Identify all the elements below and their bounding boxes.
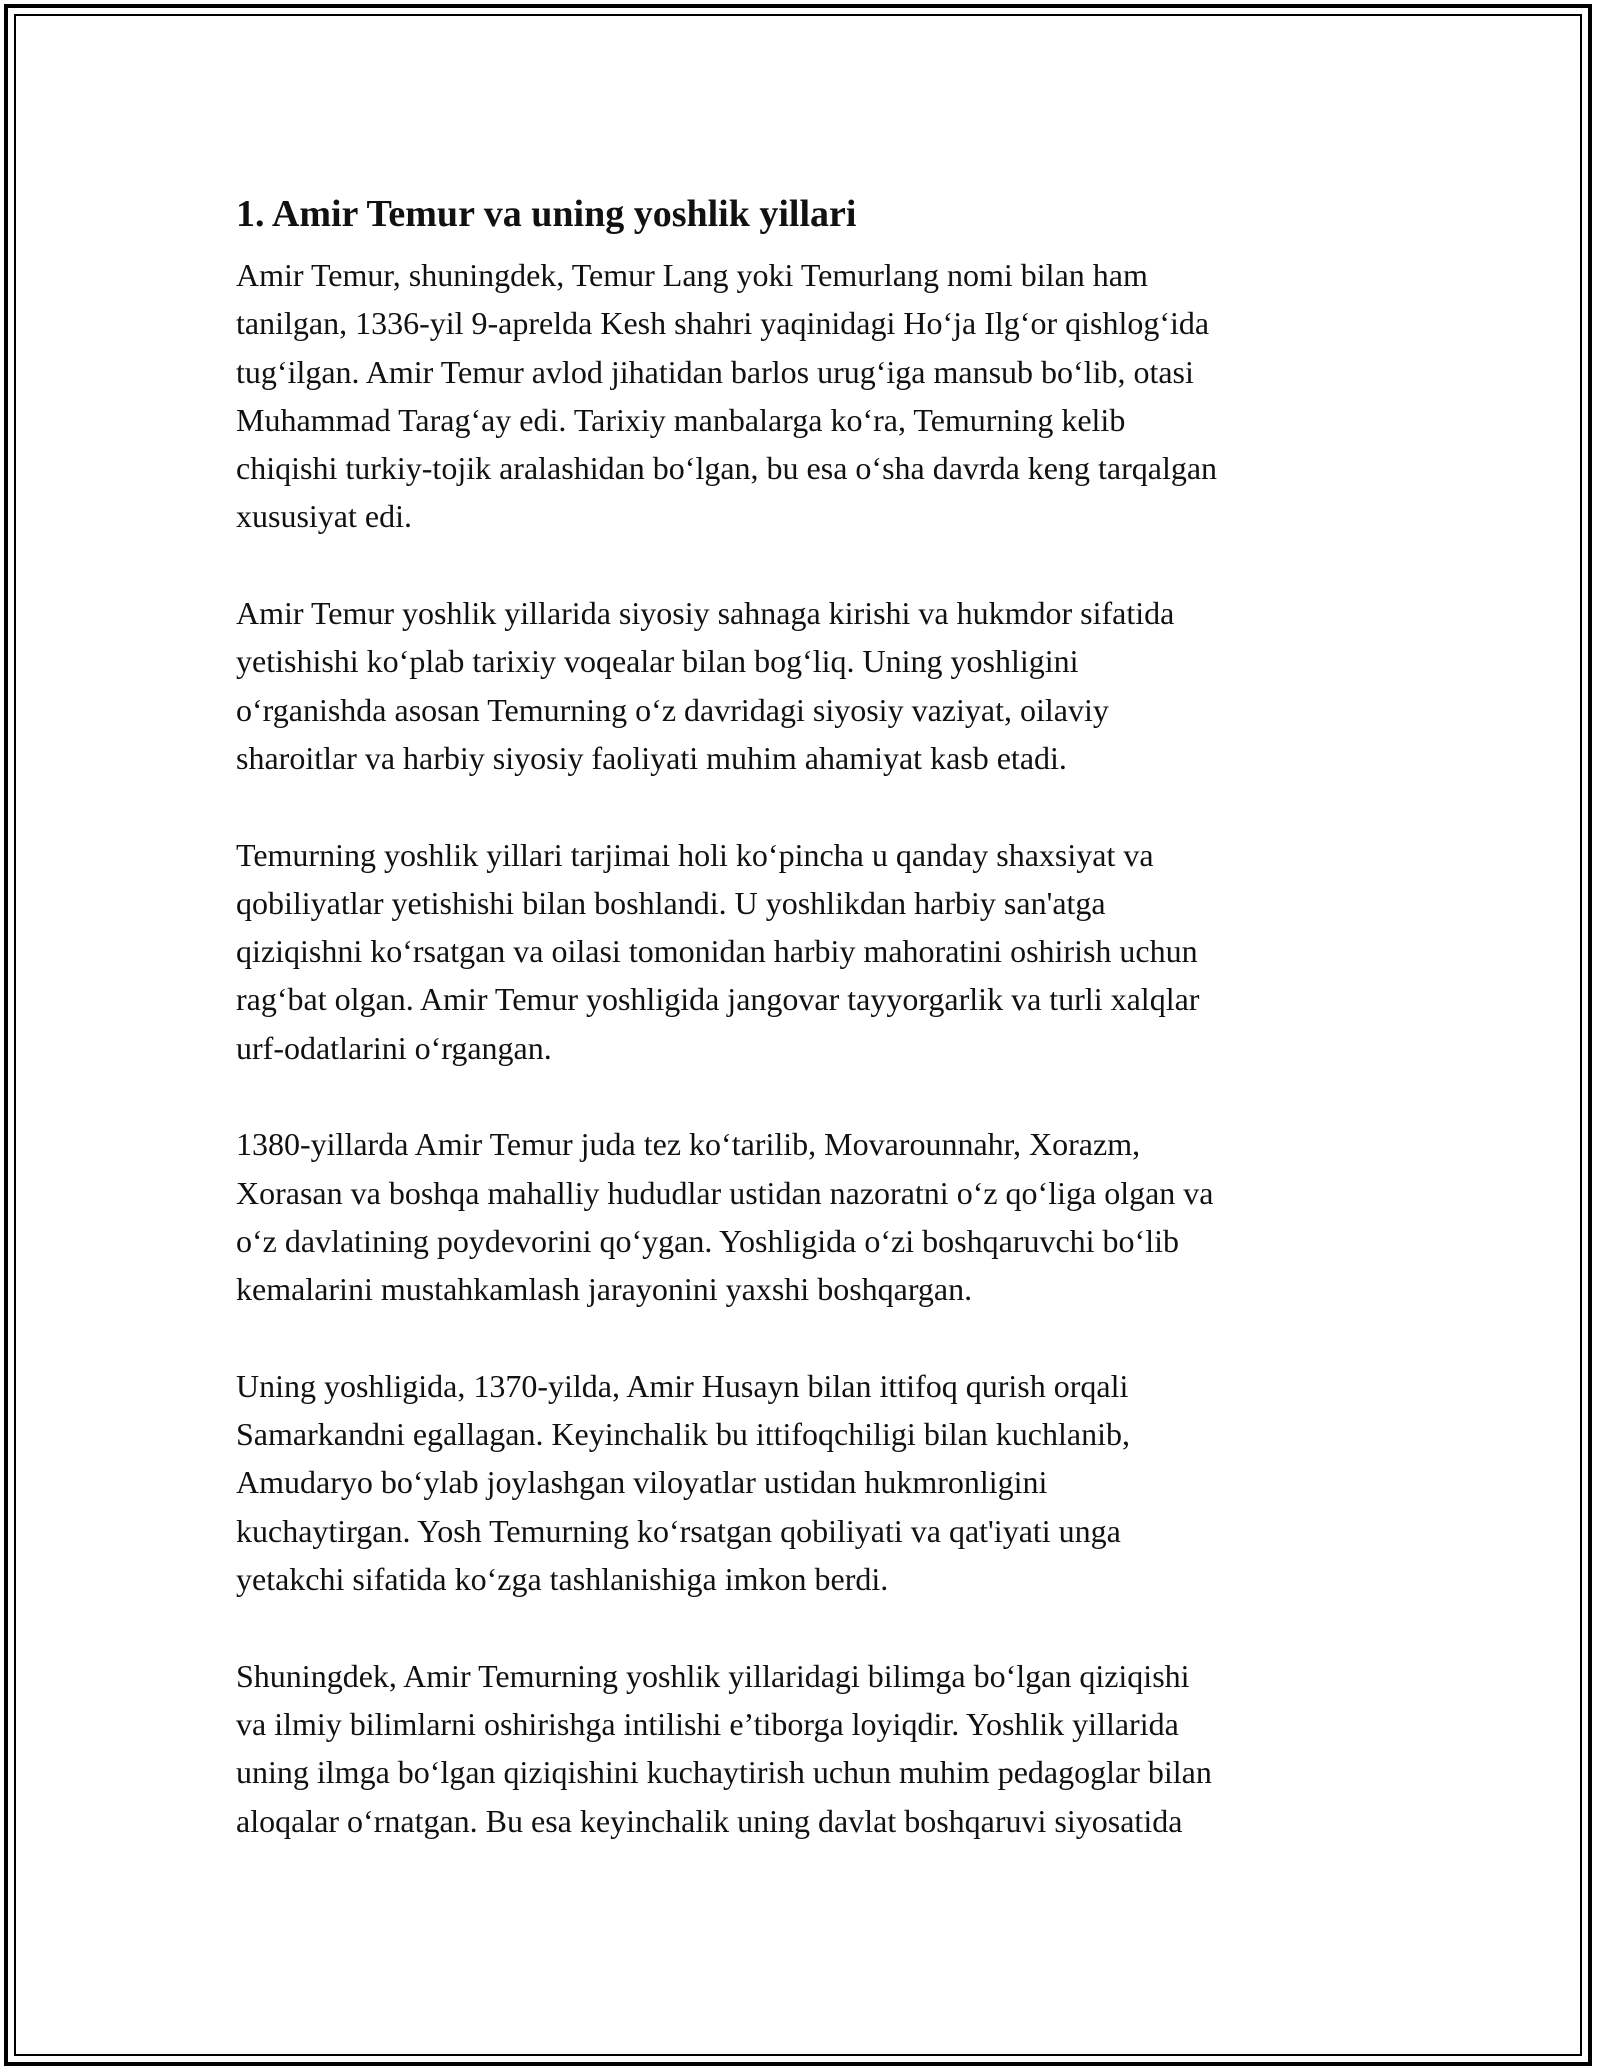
paragraph-line: o‘z davlatining poydevorini qo‘ygan. Yoshligida o‘zi boshqaruvchi bo‘lib bbox=[236, 1222, 1179, 1259]
paragraph-1 bbox=[236, 251, 1376, 541]
paragraph-line: yetakchi sifatida ko‘zga tashlanishiga imkon berdi. bbox=[236, 1561, 889, 1598]
paragraph-line: Shuningdek, Amir Temurning yoshlik yillaridagi bilimga bo‘lgan qiziqishi bbox=[236, 1657, 1190, 1694]
paragraph-line: qobiliyatlar yetishishi bilan boshlandi. U yoshlikdan harbiy san'atga bbox=[236, 884, 1106, 921]
document-body bbox=[236, 185, 1376, 1845]
paragraph-line: tug‘ilgan. Amir Temur avlod jihatidan barlos urug‘iga mansub bo‘lib, otasi bbox=[236, 353, 1194, 390]
paragraph-line: Xorasan va boshqa mahalliy hududlar ustidan nazoratni o‘z qo‘liga olgan va bbox=[236, 1174, 1214, 1211]
paragraph-line: kemalarini mustahkamlash jarayonini yaxshi boshqargan. bbox=[236, 1271, 973, 1308]
paragraph-2 bbox=[236, 589, 1376, 782]
paragraph-line: chiqishi turkiy-tojik aralashidan bo‘lgan, bu esa o‘sha davrda keng tarqalgan bbox=[236, 450, 1218, 487]
paragraph-line: kuchaytirgan. Yosh Temurning ko‘rsatgan qobiliyati va qat'iyati unga bbox=[236, 1512, 1121, 1549]
paragraph-line: qiziqishni ko‘rsatgan va oilasi tomonidan harbiy mahoratini oshirish uchun bbox=[236, 933, 1198, 970]
paragraph-line: Muhammad Tarag‘ay edi. Tarixiy manbalarga ko‘ra, Temurning kelib bbox=[236, 401, 1126, 438]
paragraph-line: Uning yoshligida, 1370-yilda, Amir Husayn bilan ittifoq qurish orqali bbox=[236, 1367, 1129, 1404]
paragraph-4 bbox=[236, 1120, 1376, 1313]
paragraph-5 bbox=[236, 1362, 1376, 1603]
paragraph-line: Amudaryo bo‘ylab joylashgan viloyatlar ustidan hukmronligini bbox=[236, 1464, 1048, 1501]
paragraph-line: tanilgan, 1336-yil 9-aprelda Kesh shahri yaqinidagi Ho‘ja Ilg‘or qishlog‘ida bbox=[236, 305, 1210, 342]
paragraph-line: 1380-yillarda Amir Temur juda tez ko‘tarilib, Movarounnahr, Xorazm, bbox=[236, 1126, 1141, 1163]
paragraph-line: yetishishi ko‘plab tarixiy voqealar bilan bog‘liq. Uning yoshligini bbox=[236, 643, 1079, 680]
paragraph-line: xususiyat edi. bbox=[236, 498, 412, 535]
paragraph-line: aloqalar o‘rnatgan. Bu esa keyinchalik uning davlat boshqaruvi siyosatida bbox=[236, 1802, 1183, 1839]
paragraph-line: rag‘bat olgan. Amir Temur yoshligida jangovar tayyorgarlik va turli xalqlar bbox=[236, 981, 1200, 1018]
paragraph-line: Temurning yoshlik yillari tarjimai holi ko‘pincha u qanday shaxsiyat va bbox=[236, 836, 1154, 873]
paragraph-line: Amir Temur yoshlik yillarida siyosiy sahnaga kirishi va hukmdor sifatida bbox=[236, 595, 1175, 632]
paragraph-6 bbox=[236, 1652, 1376, 1845]
paragraph-line: sharoitlar va harbiy siyosiy faoliyati muhim ahamiyat kasb etadi. bbox=[236, 739, 1067, 776]
section-heading: 1. Amir Temur va uning yoshlik yillari bbox=[236, 193, 857, 235]
paragraph-line: va ilmiy bilimlarni oshirishga intilishi e’tiborga loyiqdir. Yoshlik yillarida bbox=[236, 1705, 1179, 1742]
paragraph-line: urf-odatlarini o‘rgangan. bbox=[236, 1029, 552, 1066]
paragraph-3 bbox=[236, 831, 1376, 1072]
paragraph-line: o‘rganishda asosan Temurning o‘z davridagi siyosiy vaziyat, oilaviy bbox=[236, 691, 1109, 728]
paragraph-line: uning ilmga bo‘lgan qiziqishini kuchaytirish uchun muhim pedagoglar bilan bbox=[236, 1754, 1212, 1791]
paragraph-line: Amir Temur, shuningdek, Temur Lang yoki Temurlang nomi bilan ham bbox=[236, 257, 1148, 293]
paragraph-line: Samarkandni egallagan. Keyinchalik bu ittifoqchiligi bilan kuchlanib, bbox=[236, 1416, 1130, 1453]
